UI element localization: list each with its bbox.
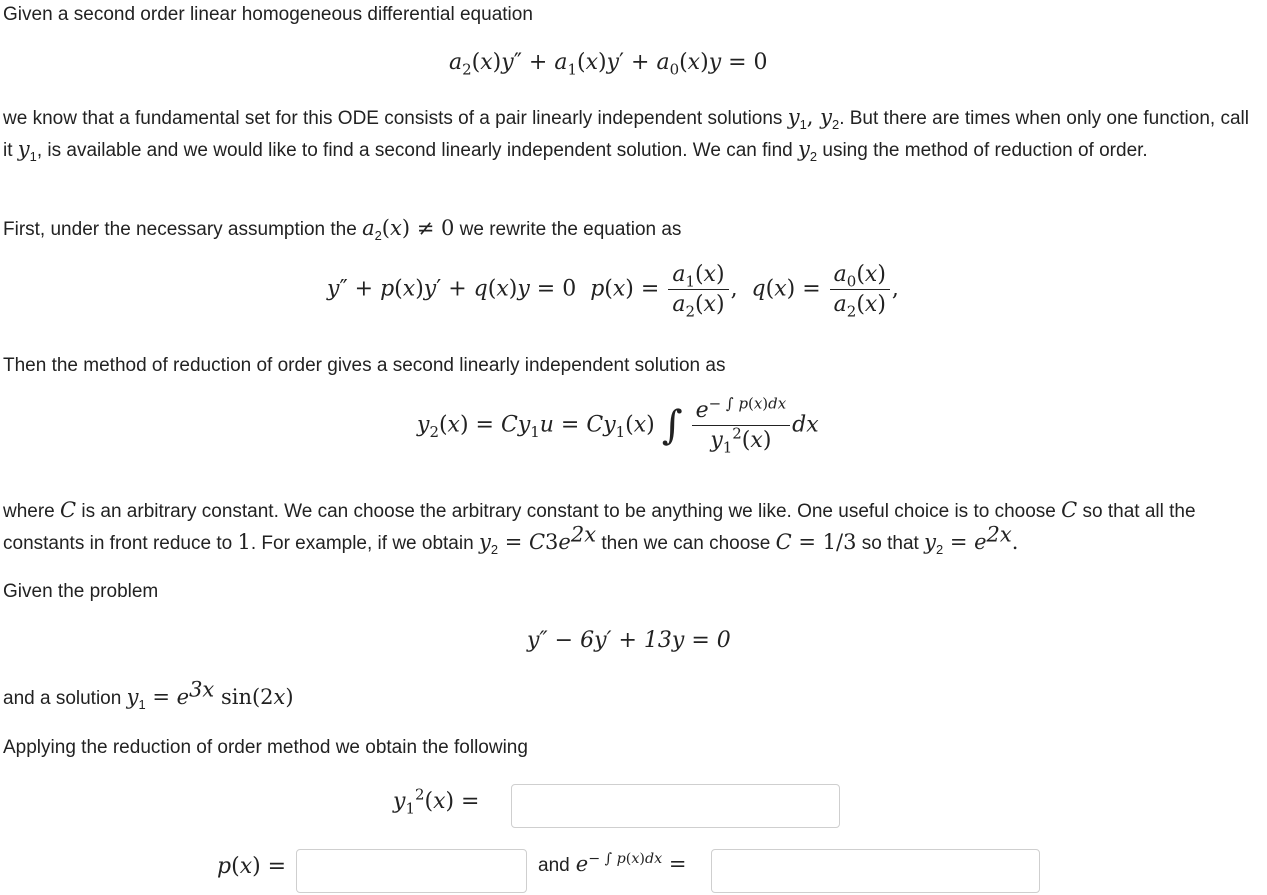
assumption-paragraph: First, under the necessary assumption the $a_2(x) \ne 0$ we rewrite the equation as xyxy=(3,216,682,243)
reduction-formula: $y_2(x) = Cy_1u = Cy_1(x)$ ∫ $\frac{e^{- \int p(x)dx}}{y_1^2(x)}$ dx xyxy=(417,394,819,457)
exp-integral-input[interactable] xyxy=(711,849,1040,893)
constant-choice-paragraph: where C is an arbitrary constant. We can choose the arbitrary constant to be anything we like. One useful choice is to choose C so that all the constants in front reduce to 1. For example, if we obtain $y_2 = C3e^{2x}$ then we can choose C = 1/3 so that $y_2 = e^{2x}$. xyxy=(3,498,1196,557)
exp-integral-label: and $e^{- \int p(x)dx}$ = xyxy=(538,851,687,876)
apply-method-label: Applying the reduction of order method we obtain the following xyxy=(3,737,528,758)
y1-squared-label: $y_1^2(x)$ = xyxy=(393,785,480,818)
fundamental-set-paragraph: we know that a fundamental set for this ODE consists of a pair linearly independent solutions $y_1$, $y_2$. But there are times when only one function, call it $y_1$, is available and we would like to find a second linearly independent solution. We can find $y_2$ using the method of reduction of order. xyxy=(3,105,1249,164)
standard-form-equation: y″ + p(x)y′ + q(x)y = 0 p(x) = $\frac{a_1(x)}{a_2(x)}$ , q(x) = $\frac{a_0(x)}{a_2(x)}$ , xyxy=(327,262,899,321)
method-paragraph: Then the method of reduction of order gives a second linearly independent solution as xyxy=(3,355,726,376)
p-of-x-label: p(x) = xyxy=(217,854,287,879)
given-solution-line: and a solution $y_1 = e^{3x}$ sin(2x) xyxy=(3,677,294,712)
p-of-x-input[interactable] xyxy=(296,849,527,893)
intro-line: Given a second order linear homogeneous differential equation xyxy=(3,4,533,25)
given-problem-label: Given the problem xyxy=(3,581,159,602)
problem-equation: y″ − 6y′ + 13y = 0 xyxy=(527,628,731,653)
general-ode-equation: $a_2(x)y'' + a_1(x)y' + a_0(x)y = 0$ xyxy=(449,50,768,79)
y1-squared-input[interactable] xyxy=(511,784,840,828)
